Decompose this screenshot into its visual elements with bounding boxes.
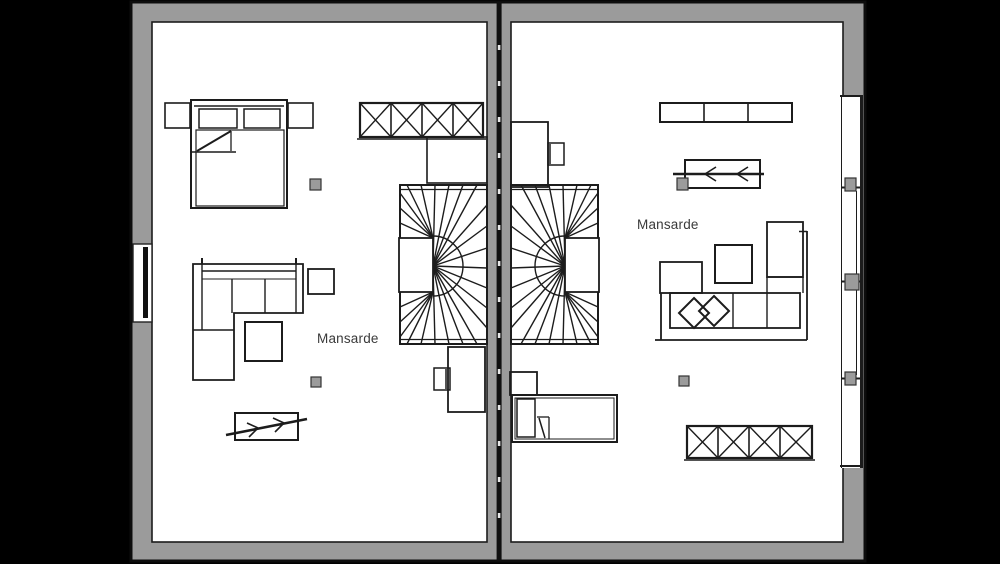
unit-right-floor — [511, 22, 843, 542]
window-post-right-1 — [845, 178, 856, 191]
column-left-top — [310, 179, 321, 190]
column-right-lounger — [677, 178, 688, 190]
window-post-right-3 — [845, 372, 856, 385]
room-label-right: Mansarde — [637, 217, 699, 232]
party-wall-joint — [497, 2, 502, 561]
window-post-right-2 — [845, 274, 859, 290]
column-right-bottom — [679, 376, 689, 386]
column-left-bottom — [311, 377, 321, 387]
window-left-wall — [133, 244, 152, 322]
room-label-left: Mansarde — [317, 331, 379, 346]
